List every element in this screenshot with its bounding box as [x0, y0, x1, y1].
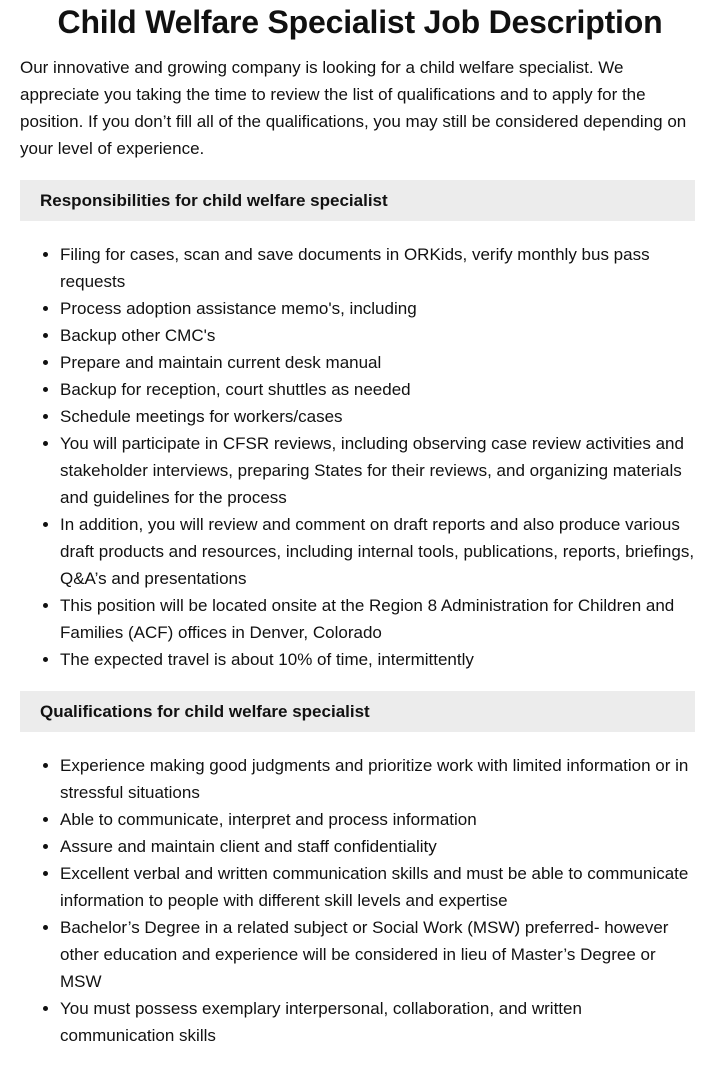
qualifications-list	[20, 752, 700, 1049]
page-title: Child Welfare Specialist Job Description	[57, 4, 663, 40]
list-item: • Schedule meetings for workers/cases	[60, 403, 700, 430]
responsibilities-heading: Responsibilities for child welfare specialist	[20, 180, 695, 221]
list-item: • The expected travel is about 10% of time, intermittently	[60, 646, 700, 673]
list-item: • Prepare and maintain current desk manual	[60, 349, 700, 376]
list-item: • Filing for cases, scan and save documents in ORKids, verify monthly bus pass requests	[60, 241, 700, 295]
list-item: • Assure and maintain client and staff confidentiality	[60, 833, 700, 860]
list-item: • This position will be located onsite at the Region 8 Administration for Children and Families (ACF) offices in Denver, Colorado	[60, 592, 700, 646]
list-item: • Process adoption assistance memo's, including	[60, 295, 700, 322]
responsibilities-list	[20, 241, 700, 673]
intro-paragraph: Our innovative and growing company is looking for a child welfare specialist. We appreciate you taking the time to review the list of qualifications and to apply for the position. If you don’t fill all of the qualifications, you may still be considered depending on your level of experience.	[20, 58, 687, 158]
list-item: • In addition, you will review and comment on draft reports and also produce various draft products and resources, including internal tools, publications, reports, briefings, Q&A’s and presentations	[60, 511, 700, 592]
list-item: • Excellent verbal and written communication skills and must be able to communicate information to people with different skill levels and expertise	[60, 860, 700, 914]
list-item: • Backup for reception, court shuttles as needed	[60, 376, 700, 403]
list-item: • You will participate in CFSR reviews, including observing case review activities and stakeholder interviews, preparing States for their reviews, and organizing materials and guidelines for the process	[60, 430, 700, 511]
list-item: • You must possess exemplary interpersonal, collaboration, and written communication skills	[60, 995, 700, 1049]
list-item: • Experience making good judgments and prioritize work with limited information or in stressful situations	[60, 752, 700, 806]
qualifications-heading: Qualifications for child welfare specialist	[20, 691, 695, 732]
list-item: • Bachelor’s Degree in a related subject or Social Work (MSW) preferred- however other education and experience will be considered in lieu of Master’s Degree or MSW	[60, 914, 700, 995]
list-item: • Able to communicate, interpret and process information	[60, 806, 700, 833]
list-item: • Backup other CMC's	[60, 322, 700, 349]
